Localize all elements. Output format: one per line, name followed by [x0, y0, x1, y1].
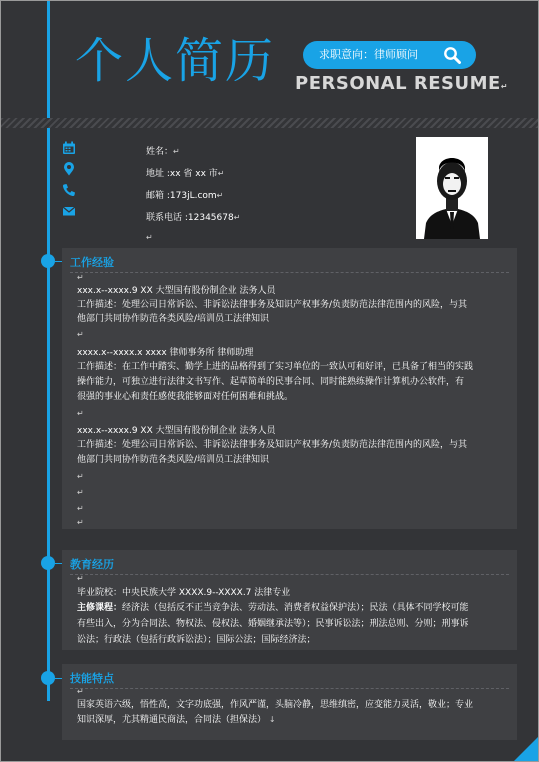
work-enter-mark: ↵ — [77, 488, 84, 497]
work-enter-mark: ↵ — [77, 472, 84, 481]
timeline-dot-work — [41, 254, 55, 268]
job-intent-label: 求职意向：律师顾问 — [319, 48, 418, 61]
phone-icon — [62, 183, 76, 197]
skills-line: 知识深厚，尤其精通民商法，合同法（担保法） ↓ — [77, 715, 276, 725]
work-enter-mark: ↵ — [77, 330, 84, 339]
work-line: 工作描述：处理公司日常诉讼、非诉讼法律事务及知识产权事务/负责防范法律范围内的风险，与其 — [77, 440, 468, 450]
skills-section-title: 技能特点 — [70, 672, 114, 685]
profile-photo — [416, 137, 488, 239]
work-enter-mark: ↵ — [77, 409, 84, 418]
page-subtitle: PERSONAL RESUME↵ — [295, 73, 508, 94]
email-field: 邮箱 :173jL.com↵ — [146, 191, 224, 201]
education-section — [62, 550, 517, 650]
work-section-title: 工作经验 — [70, 256, 114, 269]
work-line: 工作描述：在工作中踏实、勤学上进的品格得到了实习单位的一致认可和好评，已具备了相当的实践 — [77, 362, 474, 372]
education-enter-mark: ↵ — [77, 574, 84, 583]
skills-enter-mark: ↵ — [77, 687, 84, 696]
timeline-dot-education — [41, 556, 55, 570]
work-line: xxxx.x--xxxx.x xxxx 律师事务所 律师助理 — [77, 348, 254, 358]
education-school-line: 毕业院校：中央民族大学 XXXX.9--XXXX.7 法律专业 — [77, 588, 291, 598]
education-courses-line: 讼法；行政法（包括行政诉讼法）；国际公法；国际经济法； — [77, 635, 316, 645]
timeline-line — [47, 1, 50, 701]
work-enter-mark: ↵ — [77, 273, 84, 282]
skills-line: 国家英语六级，悟性高，文字功底强，作风严谨，头脑冷静，思维缜密，应变能力灵活，敬业；专业 — [77, 700, 474, 710]
timeline-dot-skills — [41, 671, 55, 685]
info-enter-mark: ↵ — [146, 233, 153, 242]
work-line: xxx.x--xxxx.9 XX 大型国有股份制企业 法务人员 — [77, 286, 276, 296]
location-icon — [62, 162, 76, 176]
mail-icon — [62, 204, 76, 218]
education-courses-line: 主修课程：经济法（包括反不正当竞争法、劳动法、消费者权益保护法）；民法（具体不同学校可能 — [77, 603, 469, 613]
skills-section — [62, 664, 517, 740]
name-field: 姓名：↵ — [146, 147, 180, 157]
work-enter-mark: ↵ — [77, 504, 84, 513]
work-line: 工作描述：处理公司日常诉讼、非诉讼法律事务及知识产权事务/负责防范法律范围内的风险，与其 — [77, 300, 468, 310]
header-divider — [1, 118, 538, 128]
education-section-title: 教育经历 — [70, 558, 114, 571]
work-line: 他部门共同协作防范各类风险/培训员工法律知识 — [77, 455, 270, 465]
work-enter-mark: ↵ — [77, 518, 84, 527]
work-line: 他部门共同协作防范各类风险/培训员工法律知识 — [77, 314, 270, 324]
address-field: 地址 :xx 省 xx 市↵ — [146, 169, 225, 179]
calendar-icon — [62, 141, 76, 155]
education-courses-line: 有些出入，分为合同法、物权法、侵权法、婚姻继承法等）；民事诉讼法；刑法总则、分则；刑事诉 — [77, 619, 469, 629]
page-title: 个人简历 — [75, 33, 276, 89]
search-icon — [443, 46, 461, 64]
work-line: 很强的事业心和责任感使我能够面对任何困难和挑战。 — [77, 392, 294, 402]
work-line: 操作能力，可独立进行法律文书写作、起草简单的民事合同、同时能熟练操作计算机办公软件，有 — [77, 377, 465, 387]
job-intent-badge — [303, 41, 476, 69]
corner-accent — [514, 737, 538, 761]
work-line: xxx.x--xxxx.9 XX 大型国有股份制企业 法务人员 — [77, 426, 276, 436]
work-section — [62, 248, 517, 529]
phone-field: 联系电话 :12345678↵ — [146, 213, 241, 223]
